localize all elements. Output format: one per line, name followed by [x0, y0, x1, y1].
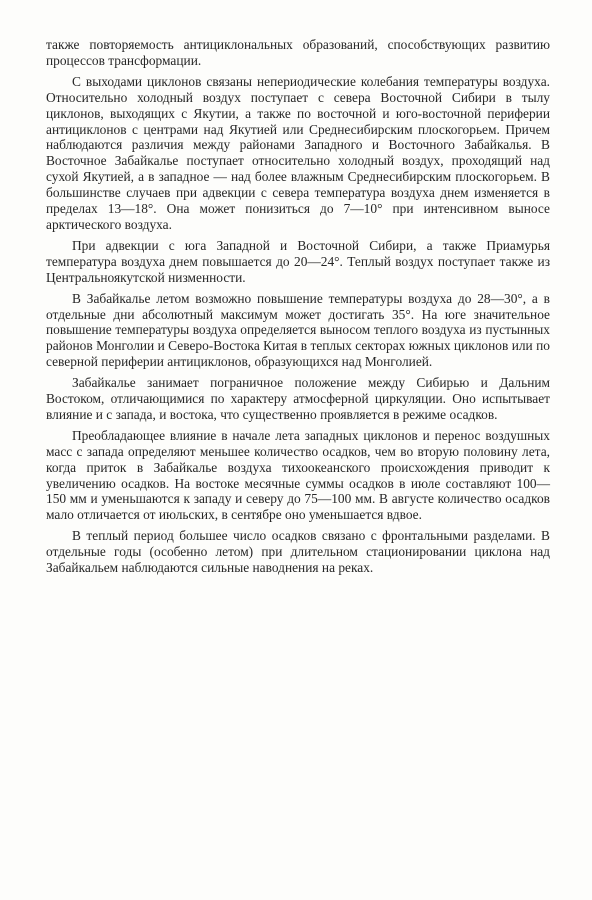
- paragraph-1: также повторяемость антициклональных образований, способствующих развитию процессов трансформации.: [46, 37, 550, 68]
- body-text: [46, 37, 550, 576]
- paragraph-4: В Забайкалье летом возможно повышение температуры воздуха до 28—30°, а в отдельные дни абсолютный максимум может достигать 35°. На юге значительное повышение температуры воздуха определяется выносом теплого воздуха из пустынных районов Монголии и Северо-Востока Китая в теплых секторах южных циклонов или по северной периферии антициклонов, образующихся над Монголией.: [46, 290, 550, 370]
- paragraph-7: В теплый период большее число осадков связано с фронтальными разделами. В отдельные годы (особенно летом) при длительном стационировании циклона над Забайкальем наблюдаются сильные наводнения на реках.: [46, 528, 550, 576]
- paragraph-5: Забайкалье занимает пограничное положение между Сибирью и Дальним Востоком, отличающимися по характеру атмосферной циркуляции. Оно испытывает влияние и с запада, и востока, что существенно проявляется в режиме осадков.: [46, 375, 550, 422]
- paragraph-3: При адвекции с юга Западной и Восточной Сибири, а также Приамурья температура воздуха днем повышается до 20—24°. Теплый воздух поступает также из Центральноякутской низменности.: [46, 237, 550, 285]
- paragraph-6: Преобладающее влияние в начале лета западных циклонов и перенос воздушных масс с запада определяют меньшее количество осадков, чем во вторую половину лета, когда приток в Забайкалье воздуха тихоокеанского происхождения приводит к увеличению осадков. На востоке месячные суммы осадков в июле составляют 100—150 мм и уменьшаются к западу и северу до 75—100 мм. В августе количество осадков мало отличается от июльских, в сентябре оно уменьшается вдвое.: [46, 427, 550, 523]
- paragraph-2: С выходами циклонов связаны непериодические колебания температуры воздуха. Относительно холодный воздух поступает с севера Восточной Сибири в тылу циклонов, выходящих с Якутии, а также по восточной и юго-восточной периферии антициклонов с центрами над Якутией или Среднесибирским плоскогорьем. Причем наблюдаются различия между районами Западного и Восточного Забайкалья. В Восточное Забайкалье поступает относительно холодный воздух, проходящий над сухой Якутией, а в западное — над более влажным Среднесибирским плоскогорьем. В большинстве случаев при адвекции с севера температура воздуха днем изменяется в пределах 13—18°. Она может понизиться до 7—10° при интенсивном выносе арктического воздуха.: [46, 73, 550, 232]
